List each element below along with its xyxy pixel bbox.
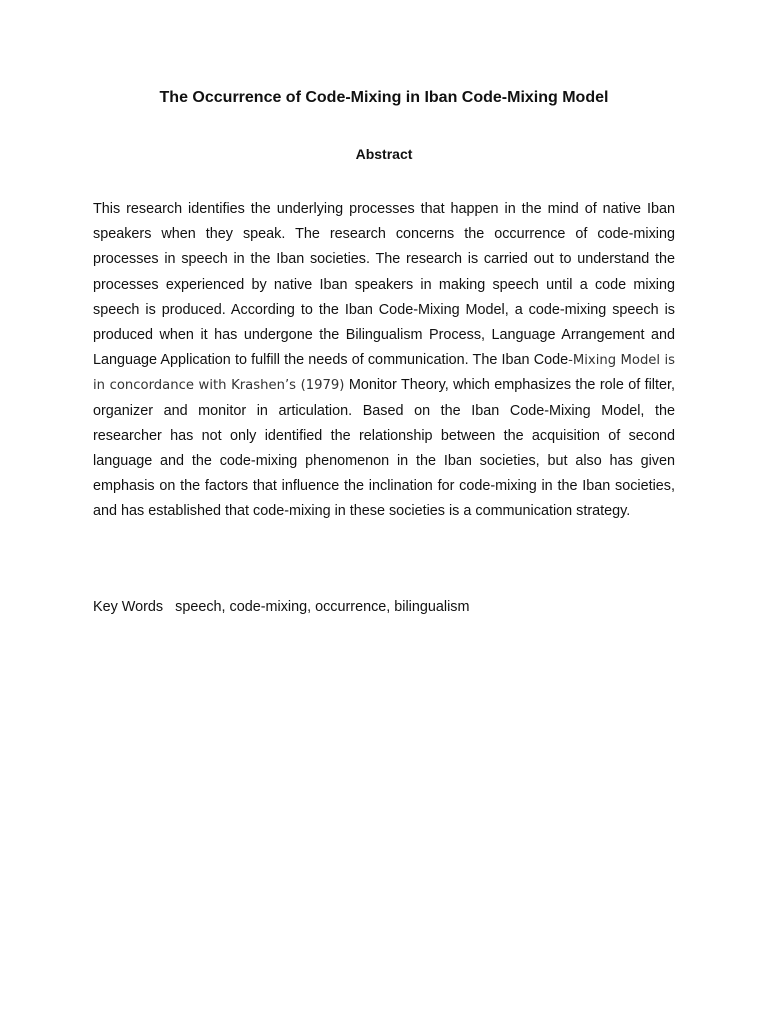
keywords-line [93,596,693,618]
abstract-paragraph [93,197,675,525]
keywords-value: speech, code-mixing, occurrence, bilingualism [175,599,470,615]
abstract-text-part3: Monitor Theory, which emphasizes the role of filter, organizer and monitor in articulation. Based on the Iban Code-Mixing Model, the researcher has not only identified the relationship between the acquisition of second language and the code-mixing phenomenon in the Iban societies, but also has given emphasis on the factors that influence the inclination for code-mixing in the Iban societies, and has established that code-mixing in these societies is a communication strategy. [93,377,675,520]
keywords-label: Key Words [93,599,164,615]
abstract-text-part1: This research identifies the underlying processes that happen in the mind of native Iban speakers when they speak. The research concerns the occurrence of code-mixing processes in speech in the Iban societies. The research is carried out to understand the processes experienced by native Iban speakers in making speech until a code mixing speech is produced. According to the Iban Code-Mixing Model, a code-mixing speech is produced when it has undergone the Bilingualism Process, Language Arrangement and Language Application to fulfill the needs of communication. The Iban Code [93,201,675,369]
abstract-heading: Abstract [355,146,413,162]
abstract-text-part2: -Mixing Model is in concordance with Krashen’s (1979) [93,353,675,394]
paper-title: The Occurrence of Code-Mixing in Iban Code-Mixing Model [159,89,609,106]
